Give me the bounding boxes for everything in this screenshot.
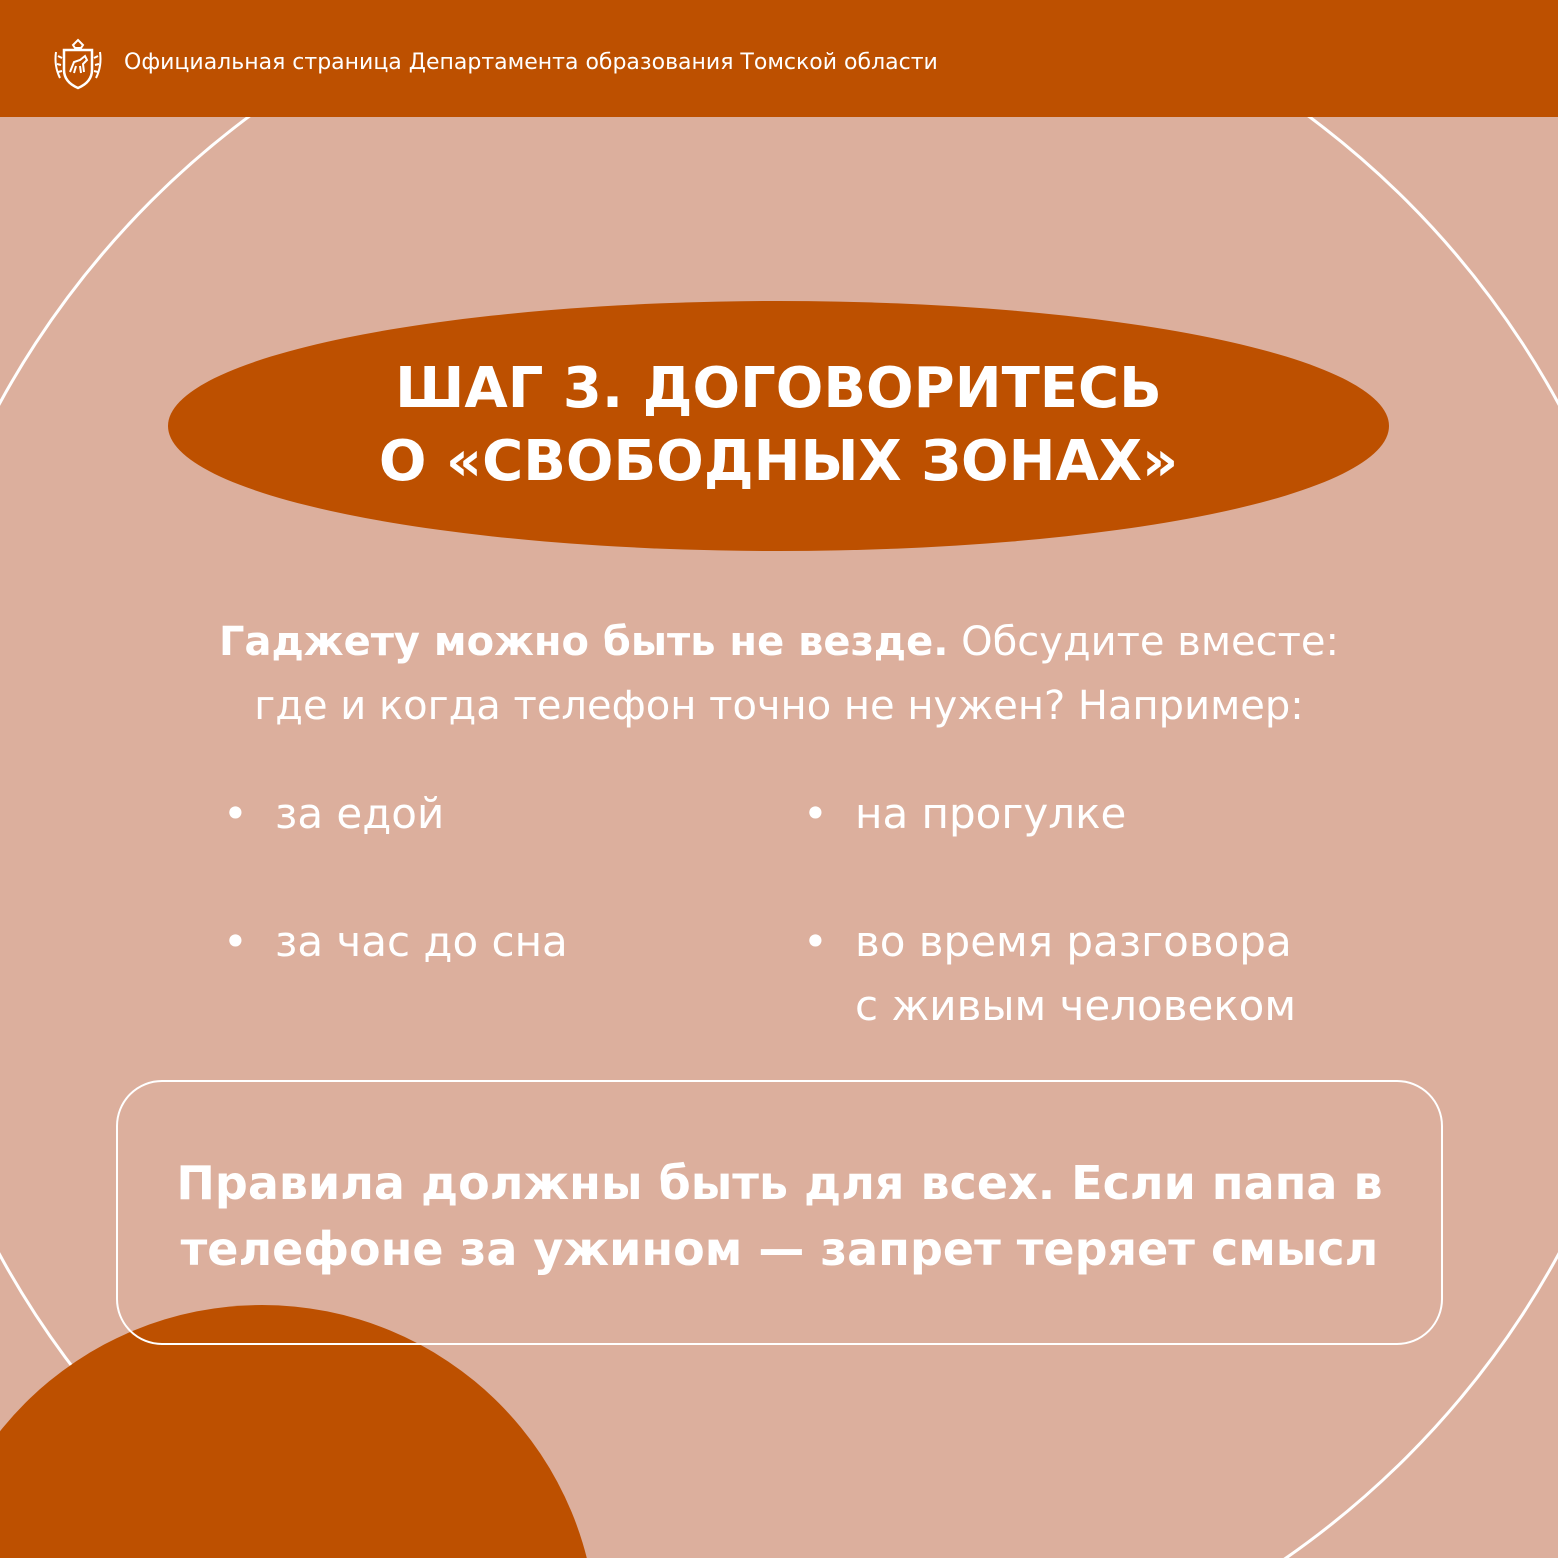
bullet-marker: • xyxy=(223,789,248,838)
list-item xyxy=(803,910,1297,1038)
list-item xyxy=(223,782,445,846)
note-line-2: телефоне за ужином — запрет теряет смысл xyxy=(180,1222,1379,1276)
intro-paragraph xyxy=(100,610,1458,738)
bullet-marker: • xyxy=(803,789,828,838)
list-item-text-line-1: во время разговора xyxy=(855,917,1292,966)
intro-line-2: где и когда телефон точно не нужен? Например: xyxy=(254,683,1304,729)
list-item-text: на прогулке xyxy=(855,789,1127,838)
header-title: Официальная страница Департамента образования Томской области xyxy=(124,50,938,75)
intro-line-1 xyxy=(100,610,1458,674)
note-text xyxy=(116,1150,1443,1282)
tomsk-coat-of-arms-icon xyxy=(50,36,106,92)
list-item xyxy=(223,910,568,974)
intro-bold: Гаджету можно быть не везде. xyxy=(219,619,949,665)
bullet-marker: • xyxy=(803,917,828,966)
list-item-text: за едой xyxy=(275,789,445,838)
list-item-text: за час до сна xyxy=(275,917,568,966)
title-line-1: ШАГ 3. ДОГОВОРИТЕСЬ xyxy=(395,356,1162,421)
intro-rest: Обсудите вместе: xyxy=(948,619,1339,665)
bullet-marker: • xyxy=(223,917,248,966)
page-title xyxy=(168,352,1389,498)
list-item xyxy=(803,782,1127,846)
header-bar xyxy=(0,0,1558,117)
note-line-1: Правила должны быть для всех. Если папа в xyxy=(176,1156,1383,1210)
title-line-2: О «СВОБОДНЫХ ЗОНАХ» xyxy=(378,429,1179,494)
list-item-text-line-2: с живым человеком xyxy=(855,981,1297,1030)
